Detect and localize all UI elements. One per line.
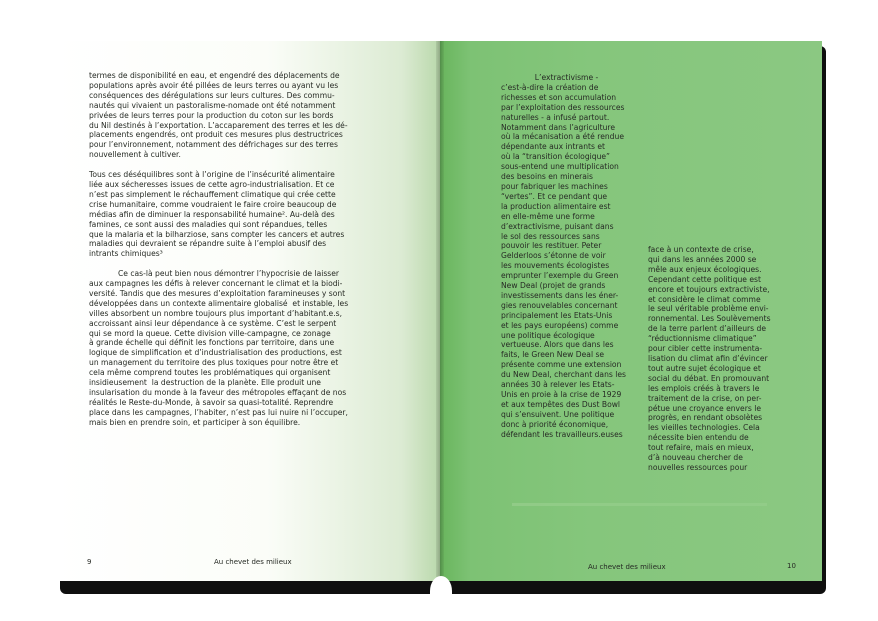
right-page-number: 10	[787, 562, 796, 570]
left-running-title: Au chevet des milieux	[214, 558, 292, 566]
right-page-column-1: L’extractivisme - c’est-à-dire la création de richesses et son accumulation par l’exploitation des ressources naturelles - a infusé partout. Notamment dans l’agriculture où la mécanisation a été rendue dépendante aux intrants et où la “transition écologique” sous-entend une multiplication des besoins en minerais pour fabriquer les machines “vertes”. Et ce pendant que la production alimentaire est en elle-même une forme d’extractivisme, puisant dans le sol des ressources sans pouvoir les restituer. Peter Gelderloos s’étonne de voir les mouvements écologistes emprunter l’exemple du Green New Deal (projet de grands investissements dans les éner- gies renouvelables concernant principalement les Etats-Unis et les pays européens) comme une politique écologique vertueuse. Alors que dans les faits, le Green New Deal se présente comme une extension du New Deal, cherchant dans les années 30 à relever les Etats- Unis en proie à la crise de 1929 et aux tempêtes des Dust Bowl qui s’ensuivent. Une politique donc à priorité économique, défendant les travailleurs.euses	[501, 73, 626, 439]
page-notch	[430, 576, 452, 606]
right-page-column-2: face à un contexte de crise, qui dans les années 2000 se mêle aux enjeux écologiques. Cependant cette politique est encore et toujours extractiviste, et considère le climat comme le seul véritable problème envi- ronnemental. Les Soulèvements de la terre parlent d’ailleurs de “réductionnisme climatique” pour cibler cette instrumenta- lisation du climat afin d’évincer tout autre sujet écologique et social du débat. En promouvant les emplois créés à travers le traitement de la crise, on per- pétue une croyance envers le progrès, en rendant obsolètes les vieilles technologies. Cela nécessite bien entendu de tout refaire, mais en mieux, d’à nouveau chercher de nouvelles ressources pour	[648, 245, 771, 472]
highlight-stripe	[512, 503, 767, 506]
left-page-number: 9	[87, 558, 92, 566]
right-running-title: Au chevet des milieux	[588, 563, 666, 571]
book-gutter	[436, 41, 444, 581]
left-page-body: termes de disponibilité en eau, et engendré des déplacements de populations après avoir été pillées de leurs terres ou ayant vu les conséquences des dérégulations sur leurs cultures. Des commu- nautés qui vivaient un pastoralisme-nomade ont été notamment privées de leurs terres pour la production du coton sur les bords du Nil destinés à l’exportation. L’accaparement des terres et les dé- placements engendrés, ont produit ces mesures plus destructrices pour l’environnement, notamment des défrichages sur des terres nouvellement à cultiver. Tous ces déséquilibres sont à l’origine de l’insécurité alimentaire liée aux sécheresses issues de cette agro-industrialisation. Et ce n’est pas simplement le réchauffement climatique qui crée cette crise humanitaire, comme voudraient le faire croire beaucoup de médias afin de diminuer la responsabilité humaine². Au-delà des famines, ce sont aussi des maladies qui sont répandues, telles que la malaria et la bilharziose, sans compter les cancers et autres maladies qui devraient se répandre suite à l’emploi abusif des intrants chimiques³ Ce cas-là peut bien nous démontrer l’hypocrisie de laisser aux campagnes les défis à relever concernant le climat et la biodi- versité. Tandis que des mesures d’exploitation faramineuses y sont développées dans un contexte alimentaire globalisé et instable, les villes absorbent un nombre toujours plus important d’habitant.e.s, accroissant ainsi leur dépendance à ce système. C’est le serpent qui se mord la queue. Cette division ville-campagne, ce zonage à grande échelle qui définit les fonctions par territoire, dans une logique de simplification et d’industrialisation des productions, est un management du territoire des plus toxiques pour notre être et cela même comprend toutes les problématiques qui organisent insidieusement la destruction de la planète. Elle produit une insularisation du monde à la faveur des métropoles effaçant de nos réalités le Reste-du-Monde, à savoir sa quasi-totalité. Reprendre place dans les campagnes, l’habiter, n’est pas lui nuire ni l’occuper, mais bien en prendre soin, et participer à son équilibre.	[89, 71, 349, 427]
